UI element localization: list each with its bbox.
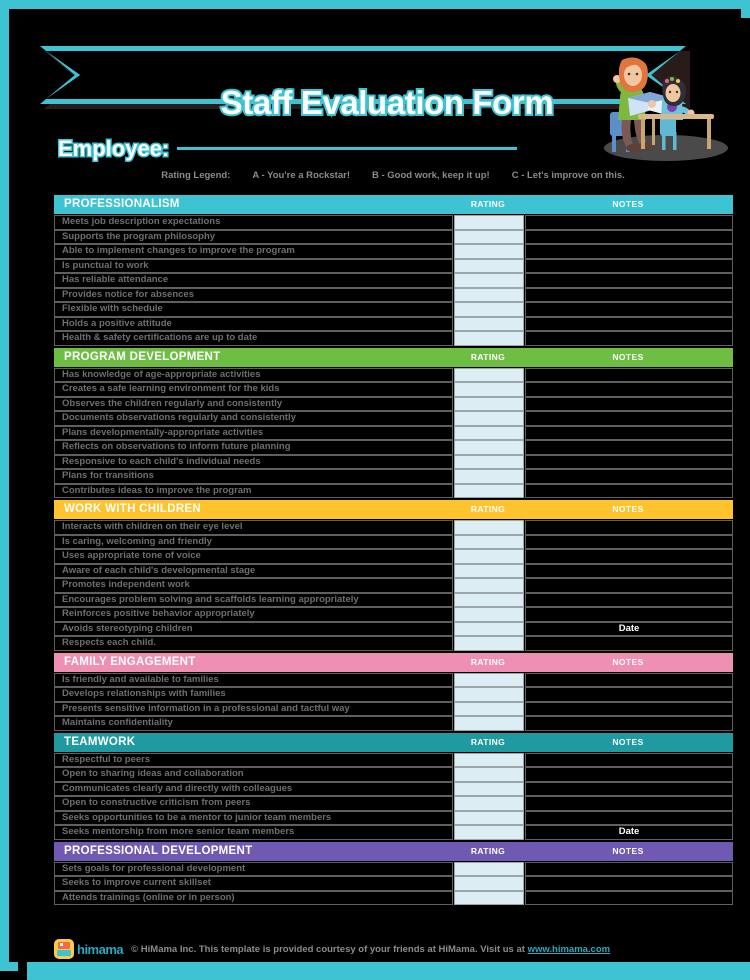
- section-title: WORK WITH CHILDREN: [64, 503, 201, 515]
- table-row: [54, 469, 733, 484]
- rating-column-header: RATING: [470, 656, 506, 667]
- rating-input-cell[interactable]: [454, 440, 524, 455]
- criterion-label: Supports the program philosophy: [54, 230, 453, 245]
- notes-column-header: NOTES: [612, 845, 644, 856]
- table-row: [54, 230, 733, 245]
- section-title: PROFESSIONALISM: [64, 198, 180, 210]
- criterion-label: Interacts with children on their eye level: [54, 520, 453, 535]
- notes-input-cell[interactable]: [525, 862, 733, 877]
- criterion-label: Open to sharing ideas and collaboration: [54, 767, 453, 782]
- criterion-label: Sets goals for professional development: [54, 862, 453, 877]
- criterion-label: Respectful to peers: [54, 753, 453, 768]
- section-header: [54, 195, 733, 214]
- section-title: PROFESSIONAL DEVELOPMENT: [64, 844, 253, 857]
- rating-input-cell[interactable]: [454, 302, 524, 317]
- footer-copyright: [131, 944, 610, 955]
- section-header: [54, 733, 733, 752]
- criterion-label: Encourages problem solving and scaffolds learning appropriately: [54, 593, 453, 608]
- table-row: [54, 455, 733, 470]
- table-row: [54, 607, 733, 622]
- rating-input-cell[interactable]: [454, 622, 524, 637]
- notes-input-cell[interactable]: [525, 673, 733, 688]
- rating-input-cell[interactable]: [454, 564, 524, 579]
- notes-input-cell[interactable]: [525, 426, 733, 441]
- criterion-label: Flexible with schedule: [54, 302, 453, 317]
- criterion-label: Presents sensitive information in a professional and tactful way: [54, 702, 453, 717]
- rating-input-cell[interactable]: [454, 368, 524, 383]
- criterion-label: Open to constructive criticism from peers: [54, 796, 453, 811]
- table-row: [54, 549, 733, 564]
- evaluation-table: [54, 195, 733, 907]
- notes-input-cell[interactable]: [525, 636, 733, 651]
- criterion-label: Uses appropriate tone of voice: [54, 549, 453, 564]
- criterion-label: Respects each child.: [54, 636, 453, 651]
- notes-input-cell[interactable]: [525, 368, 733, 383]
- notes-input-cell[interactable]: [525, 302, 733, 317]
- rating-input-cell[interactable]: [454, 673, 524, 688]
- criterion-label: Documents observations regularly and consistently: [54, 411, 453, 426]
- notes-input-cell[interactable]: Date: [525, 622, 733, 637]
- footer: [54, 936, 744, 962]
- criterion-label: Contributes ideas to improve the program: [54, 484, 453, 499]
- table-row: [54, 411, 733, 426]
- criterion-label: Plans developmentally-appropriate activities: [54, 426, 453, 441]
- footer-accent-bar: [27, 962, 750, 980]
- criterion-label: Attends trainings (online or in person): [54, 891, 453, 906]
- notes-input-cell[interactable]: [525, 317, 733, 332]
- section-title: TEAMWORK: [64, 735, 136, 748]
- criterion-label: Holds a positive attitude: [54, 317, 453, 332]
- rating-input-cell[interactable]: [454, 259, 524, 274]
- rating-column-header: RATING: [470, 736, 506, 747]
- notes-column-header: NOTES: [612, 504, 644, 514]
- table-row: [54, 302, 733, 317]
- criterion-label: Seeks opportunities to be a mentor to junior team members: [54, 811, 453, 826]
- rating-input-cell[interactable]: [454, 397, 524, 412]
- rating-column-header: RATING: [470, 199, 506, 209]
- table-row: [54, 288, 733, 303]
- notes-input-cell[interactable]: [525, 397, 733, 412]
- rating-input-cell[interactable]: [454, 331, 524, 346]
- criterion-label: Is punctual to work: [54, 259, 453, 274]
- criterion-label: Observes the children regularly and consistently: [54, 397, 453, 412]
- rating-input-cell[interactable]: [454, 455, 524, 470]
- rating-input-cell[interactable]: [454, 891, 524, 906]
- rating-input-cell[interactable]: [454, 426, 524, 441]
- notes-input-cell[interactable]: [525, 244, 733, 259]
- criterion-label: Develops relationships with families: [54, 687, 453, 702]
- criterion-label: Health & safety certifications are up to date: [54, 331, 453, 346]
- notes-input-cell[interactable]: [525, 767, 733, 782]
- notes-input-cell[interactable]: [525, 259, 733, 274]
- rating-input-cell[interactable]: [454, 782, 524, 797]
- criterion-label: Avoids stereotyping children: [54, 622, 453, 637]
- notes-input-cell[interactable]: [525, 578, 733, 593]
- table-row: [54, 535, 733, 550]
- legend-b: B - Good work, keep it up!: [371, 170, 490, 181]
- rating-input-cell[interactable]: [454, 535, 524, 550]
- notes-input-cell[interactable]: [525, 796, 733, 811]
- table-row: [54, 440, 733, 455]
- himama-website-link[interactable]: www.himama.com: [527, 943, 611, 955]
- notes-column-header: NOTES: [612, 351, 644, 362]
- rating-input-cell[interactable]: [454, 484, 524, 499]
- notes-input-cell[interactable]: [525, 549, 733, 564]
- notes-input-cell[interactable]: [525, 753, 733, 768]
- criterion-label: Promotes independent work: [54, 578, 453, 593]
- notes-input-cell[interactable]: [525, 331, 733, 346]
- rating-input-cell[interactable]: [454, 753, 524, 768]
- criterion-label: Able to implement changes to improve the program: [54, 244, 453, 259]
- criterion-label: Has reliable attendance: [54, 273, 453, 288]
- rating-column-header: RATING: [470, 504, 506, 514]
- criterion-label: Plans for transitions: [54, 469, 453, 484]
- criterion-label: Responsive to each child's individual needs: [54, 455, 453, 470]
- table-row: [54, 273, 733, 288]
- rating-input-cell[interactable]: [454, 811, 524, 826]
- notes-input-cell[interactable]: [525, 687, 733, 702]
- criterion-label: Provides notice for absences: [54, 288, 453, 303]
- table-row: [54, 636, 733, 651]
- notes-input-cell[interactable]: [525, 876, 733, 891]
- rating-input-cell[interactable]: [454, 636, 524, 651]
- employee-field-row: [58, 136, 538, 168]
- rating-input-cell[interactable]: [454, 215, 524, 230]
- criterion-label: Meets job description expectations: [54, 215, 453, 230]
- table-row: [54, 687, 733, 702]
- rating-input-cell[interactable]: [454, 876, 524, 891]
- rating-input-cell[interactable]: [454, 716, 524, 731]
- table-row: [54, 891, 733, 906]
- criterion-label: Reinforces positive behavior appropriately: [54, 607, 453, 622]
- table-row: [54, 673, 733, 688]
- rating-input-cell[interactable]: [454, 469, 524, 484]
- table-row: [54, 876, 733, 891]
- himama-logo-text: himama: [77, 941, 124, 957]
- rating-input-cell[interactable]: [454, 382, 524, 397]
- rating-input-cell[interactable]: [454, 825, 524, 840]
- rating-input-cell[interactable]: [454, 702, 524, 717]
- criterion-label: Has knowledge of age-appropriate activities: [54, 368, 453, 383]
- criterion-label: Is caring, welcoming and friendly: [54, 535, 453, 550]
- page-inner: [18, 18, 750, 971]
- rating-input-cell[interactable]: [454, 230, 524, 245]
- criterion-label: Reflects on observations to inform future planning: [54, 440, 453, 455]
- legend-label: Rating Legend:: [161, 170, 231, 181]
- table-row: [54, 259, 733, 274]
- rating-legend: [18, 170, 750, 181]
- table-row: [54, 564, 733, 579]
- table-row: [54, 484, 733, 499]
- notes-input-cell[interactable]: [525, 469, 733, 484]
- notes-input-cell[interactable]: [525, 520, 733, 535]
- notes-input-cell[interactable]: [525, 535, 733, 550]
- notes-input-cell[interactable]: [525, 702, 733, 717]
- rating-input-cell[interactable]: [454, 578, 524, 593]
- rating-input-cell[interactable]: [454, 796, 524, 811]
- criterion-label: Communicates clearly and directly with colleagues: [54, 782, 453, 797]
- footer-copyright-text: © HiMama Inc. This template is provided courtesy of your friends at HiMama. Visit us at: [131, 943, 528, 955]
- notes-input-cell[interactable]: [525, 455, 733, 470]
- himama-logo-icon: [54, 939, 74, 959]
- table-row: [54, 782, 733, 797]
- notes-input-cell[interactable]: [525, 564, 733, 579]
- rating-column-header: RATING: [470, 845, 506, 856]
- table-row: [54, 382, 733, 397]
- rating-input-cell[interactable]: [454, 411, 524, 426]
- notes-input-cell[interactable]: [525, 782, 733, 797]
- table-row: [54, 716, 733, 731]
- rating-input-cell[interactable]: [454, 549, 524, 564]
- notes-input-cell[interactable]: [525, 811, 733, 826]
- rating-column-header: RATING: [470, 351, 506, 362]
- table-row: [54, 796, 733, 811]
- notes-input-cell[interactable]: [525, 716, 733, 731]
- table-row: [54, 825, 733, 840]
- table-row: [54, 622, 733, 637]
- table-row: [54, 702, 733, 717]
- table-row: [54, 753, 733, 768]
- notes-input-cell[interactable]: [525, 230, 733, 245]
- notes-column-header: NOTES: [612, 199, 644, 209]
- section-header: [54, 653, 733, 672]
- rating-input-cell[interactable]: [454, 767, 524, 782]
- notes-input-cell[interactable]: [525, 440, 733, 455]
- notes-input-cell[interactable]: [525, 411, 733, 426]
- rating-input-cell[interactable]: [454, 687, 524, 702]
- table-row: [54, 368, 733, 383]
- notes-input-cell[interactable]: Date: [525, 825, 733, 840]
- notes-input-cell[interactable]: [525, 382, 733, 397]
- notes-input-cell[interactable]: [525, 273, 733, 288]
- rating-input-cell[interactable]: [454, 593, 524, 608]
- notes-input-cell[interactable]: [525, 891, 733, 906]
- section-spacer: [54, 905, 733, 907]
- table-row: [54, 593, 733, 608]
- notes-column-header: NOTES: [612, 736, 644, 747]
- rating-input-cell[interactable]: [454, 862, 524, 877]
- table-row: [54, 244, 733, 259]
- rating-input-cell[interactable]: [454, 317, 524, 332]
- rating-input-cell[interactable]: [454, 244, 524, 259]
- criterion-label: Maintains confidentiality: [54, 716, 453, 731]
- criterion-label: Seeks to improve current skillset: [54, 876, 453, 891]
- table-row: [54, 215, 733, 230]
- section-header: [54, 500, 733, 519]
- table-row: [54, 520, 733, 535]
- section-title: PROGRAM DEVELOPMENT: [64, 350, 221, 363]
- table-row: [54, 862, 733, 877]
- criterion-label: Seeks mentorship from more senior team members: [54, 825, 453, 840]
- notes-input-cell[interactable]: [525, 593, 733, 608]
- section-header: [54, 348, 733, 367]
- criterion-label: Aware of each child's developmental stage: [54, 564, 453, 579]
- notes-input-cell[interactable]: [525, 484, 733, 499]
- section-header: [54, 842, 733, 861]
- table-row: [54, 397, 733, 412]
- notes-input-cell[interactable]: [525, 607, 733, 622]
- page-title: Staff Evaluation Form: [220, 84, 554, 121]
- employee-label: Employee:: [58, 136, 170, 161]
- notes-column-header: NOTES: [612, 656, 644, 667]
- legend-c: C - Let's improve on this.: [511, 170, 625, 181]
- rating-input-cell[interactable]: [454, 273, 524, 288]
- criterion-label: Creates a safe learning environment for the kids: [54, 382, 453, 397]
- table-row: [54, 426, 733, 441]
- table-row: [54, 811, 733, 826]
- teacher-reading-to-child-illustration: [590, 52, 738, 164]
- table-row: [54, 317, 733, 332]
- legend-a: A - You're a Rockstar!: [252, 170, 350, 181]
- section-title: FAMILY ENGAGEMENT: [64, 655, 196, 668]
- notes-input-cell[interactable]: [525, 288, 733, 303]
- employee-input-line[interactable]: [177, 147, 517, 150]
- table-row: [54, 767, 733, 782]
- criterion-label: Is friendly and available to families: [54, 673, 453, 688]
- table-row: [54, 578, 733, 593]
- notes-input-cell[interactable]: [525, 215, 733, 230]
- rating-input-cell[interactable]: [454, 607, 524, 622]
- rating-input-cell[interactable]: [454, 520, 524, 535]
- table-row: [54, 331, 733, 346]
- rating-input-cell[interactable]: [454, 288, 524, 303]
